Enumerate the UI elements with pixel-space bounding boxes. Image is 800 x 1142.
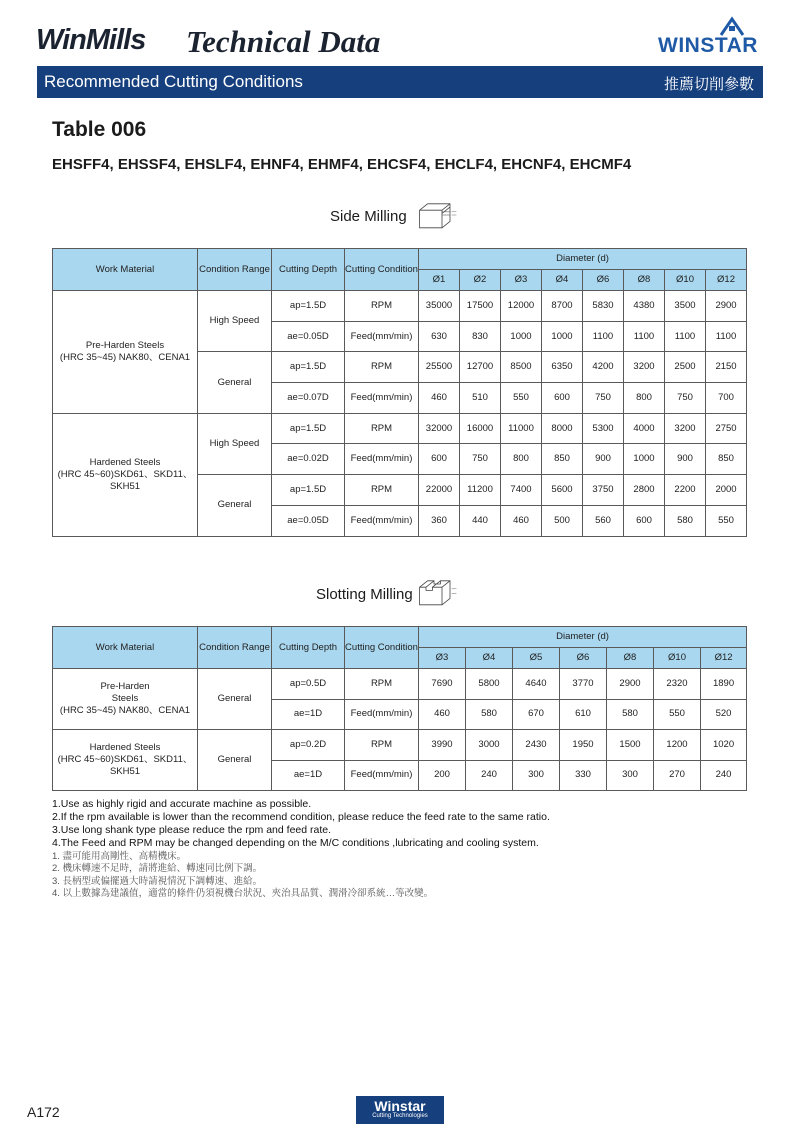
header-diameter-value: Ø4: [542, 270, 583, 291]
header-diameter-value: Ø6: [560, 648, 607, 669]
header-diameter-value: Ø3: [501, 270, 542, 291]
header-diameter-value: Ø6: [583, 270, 624, 291]
cutting-depth-cell: ae=0.05D: [272, 321, 345, 352]
note-line-chinese: 1. 盡可能用高剛性、高精機床。: [52, 851, 187, 862]
value-cell: 1000: [501, 321, 542, 352]
value-cell: 3990: [419, 730, 466, 761]
header-diameter: Diameter (d): [419, 249, 747, 270]
note-line-chinese: 2. 機床轉速不足時，請將進給、轉速同比例下調。: [52, 863, 263, 875]
document-title: Technical Data: [186, 24, 381, 59]
side-milling-diagram-icon: [418, 200, 458, 230]
value-cell: 3750: [583, 475, 624, 506]
value-cell: 670: [513, 699, 560, 730]
cutting-condition-cell: Feed(mm/min): [345, 444, 419, 475]
value-cell: 750: [583, 383, 624, 414]
value-cell: 5300: [583, 413, 624, 444]
slotting-milling-diagram-icon: [418, 577, 458, 607]
condition-range-cell: General: [198, 475, 272, 536]
value-cell: 4380: [624, 291, 665, 322]
value-cell: 850: [706, 444, 747, 475]
value-cell: 550: [501, 383, 542, 414]
cutting-condition-cell: Feed(mm/min): [345, 321, 419, 352]
cutting-depth-cell: ap=1.5D: [272, 291, 345, 322]
header-row: [53, 627, 747, 648]
value-cell: 630: [419, 321, 460, 352]
value-cell: 700: [706, 383, 747, 414]
value-cell: 1950: [560, 730, 607, 761]
header-cutting-condition: Cutting Condition: [345, 627, 419, 669]
work-material-line: (HRC 45~60)SKD61、SKD11、: [57, 468, 193, 480]
value-cell: 16000: [460, 413, 501, 444]
value-cell: 500: [542, 505, 583, 536]
note-line: 2.If the rpm available is lower than the recommend condition, please reduce the feed rate to the same ratio.: [52, 811, 550, 823]
banner-title: Recommended Cutting Conditions: [44, 72, 303, 91]
work-material-cell: [53, 669, 198, 730]
value-cell: 2800: [624, 475, 665, 506]
value-cell: 900: [583, 444, 624, 475]
value-cell: 2900: [607, 669, 654, 700]
value-cell: 580: [607, 699, 654, 730]
note-line-chinese: 3. 長柄型或偏擺過大時請視情況下調轉速、進給。: [52, 875, 263, 887]
header-diameter-value: Ø2: [460, 270, 501, 291]
cutting-depth-cell: ae=1D: [272, 760, 345, 791]
product-series: EHSFF4, EHSSF4, EHSLF4, EHNF4, EHMF4, EHCSF4, EHCLF4, EHCNF4, EHCMF4: [52, 156, 632, 173]
section-banner: [37, 66, 763, 98]
value-cell: 12000: [501, 291, 542, 322]
value-cell: 560: [583, 505, 624, 536]
value-cell: 3200: [624, 352, 665, 383]
value-cell: 850: [542, 444, 583, 475]
notes-chinese: [52, 851, 433, 901]
value-cell: 200: [419, 760, 466, 791]
value-cell: 2430: [513, 730, 560, 761]
value-cell: 6350: [542, 352, 583, 383]
cutting-condition-cell: RPM: [345, 730, 419, 761]
value-cell: 5800: [466, 669, 513, 700]
cutting-depth-cell: ap=1.5D: [272, 352, 345, 383]
value-cell: 7400: [501, 475, 542, 506]
winstar-logo: [654, 16, 766, 60]
condition-range-cell: High Speed: [198, 291, 272, 352]
value-cell: 8700: [542, 291, 583, 322]
value-cell: 330: [560, 760, 607, 791]
table-row: [53, 730, 747, 761]
cutting-depth-cell: ae=0.05D: [272, 505, 345, 536]
table-title: Table 006: [52, 118, 147, 141]
value-cell: 460: [419, 383, 460, 414]
work-material-line: Hardened Steels: [89, 456, 161, 468]
cutting-condition-cell: Feed(mm/min): [345, 760, 419, 791]
cutting-depth-cell: ae=1D: [272, 699, 345, 730]
footer-logo: [356, 1096, 444, 1124]
cutting-depth-cell: ae=0.02D: [272, 444, 345, 475]
cutting-depth-cell: ap=0.5D: [272, 669, 345, 700]
value-cell: 240: [466, 760, 513, 791]
header-diameter-value: Ø10: [665, 270, 706, 291]
value-cell: 3770: [560, 669, 607, 700]
header-diameter-value: Ø3: [419, 648, 466, 669]
value-cell: 1100: [583, 321, 624, 352]
header-cutting-condition: Cutting Condition: [345, 249, 419, 291]
value-cell: 800: [501, 444, 542, 475]
work-material-cell: [53, 291, 198, 414]
cutting-condition-cell: RPM: [345, 352, 419, 383]
header-condition-range: Condition Range: [198, 627, 272, 669]
header-diameter-value: Ø8: [624, 270, 665, 291]
header-diameter-value: Ø12: [701, 648, 747, 669]
header-diameter-value: Ø5: [513, 648, 560, 669]
value-cell: 11000: [501, 413, 542, 444]
work-material-line: (HRC 45~60)SKD61、SKD11、: [57, 754, 193, 765]
value-cell: 550: [654, 699, 701, 730]
side-milling-table: [52, 248, 747, 537]
value-cell: 3500: [665, 291, 706, 322]
work-material-cell: [53, 413, 198, 536]
note-line: 3.Use long shank type please reduce the rpm and feed rate.: [52, 824, 332, 836]
value-cell: 460: [419, 699, 466, 730]
value-cell: 35000: [419, 291, 460, 322]
value-cell: 600: [419, 444, 460, 475]
value-cell: 440: [460, 505, 501, 536]
footer-logo-text: Winstar: [374, 1098, 426, 1114]
value-cell: 2150: [706, 352, 747, 383]
value-cell: 1020: [701, 730, 747, 761]
value-cell: 270: [654, 760, 701, 791]
value-cell: 2000: [706, 475, 747, 506]
value-cell: 17500: [460, 291, 501, 322]
work-material-line: Hardened Steels: [89, 742, 161, 753]
condition-range-cell: General: [198, 352, 272, 413]
value-cell: 2200: [665, 475, 706, 506]
side-milling-title: Side Milling: [330, 208, 407, 225]
value-cell: 1200: [654, 730, 701, 761]
value-cell: 900: [665, 444, 706, 475]
value-cell: 800: [624, 383, 665, 414]
notes-english: [52, 798, 550, 850]
slotting-milling-title: Slotting Milling: [316, 586, 413, 603]
work-material-line: Pre-Harden Steels: [85, 339, 165, 351]
note-line-chinese: 4. 以上數據為建議值，適當的條件仍須視機台狀況、夾治具品質、潤滑冷卻系統…等改變。: [52, 888, 434, 900]
value-cell: 750: [460, 444, 501, 475]
header-cutting-depth: Cutting Depth: [272, 627, 345, 669]
value-cell: 1100: [665, 321, 706, 352]
work-material-line: Pre-Harden: [100, 681, 150, 692]
value-cell: 1100: [624, 321, 665, 352]
header-work-material: Work Material: [53, 249, 198, 291]
value-cell: 600: [542, 383, 583, 414]
value-cell: 7690: [419, 669, 466, 700]
value-cell: 4000: [624, 413, 665, 444]
value-cell: 8000: [542, 413, 583, 444]
value-cell: 1890: [701, 669, 747, 700]
header-row: [53, 249, 747, 270]
condition-range-cell: General: [198, 669, 272, 730]
header-cutting-depth: Cutting Depth: [272, 249, 345, 291]
banner-title-chinese: 推薦切削參數: [663, 76, 754, 93]
table-row: [53, 413, 747, 444]
cutting-condition-cell: Feed(mm/min): [345, 505, 419, 536]
value-cell: 830: [460, 321, 501, 352]
cutting-depth-cell: ap=1.5D: [272, 475, 345, 506]
header-work-material: Work Material: [53, 627, 198, 669]
header-diameter-value: Ø8: [607, 648, 654, 669]
value-cell: 2500: [665, 352, 706, 383]
value-cell: 610: [560, 699, 607, 730]
value-cell: 1500: [607, 730, 654, 761]
cutting-condition-cell: RPM: [345, 291, 419, 322]
cutting-condition-cell: RPM: [345, 413, 419, 444]
work-material-line: Steels: [111, 693, 139, 704]
value-cell: 4640: [513, 669, 560, 700]
value-cell: 12700: [460, 352, 501, 383]
table-row: [53, 669, 747, 700]
cutting-depth-cell: ae=0.07D: [272, 383, 345, 414]
brand-name: WinMills: [36, 24, 146, 56]
cutting-condition-cell: Feed(mm/min): [345, 383, 419, 414]
value-cell: 510: [460, 383, 501, 414]
value-cell: 460: [501, 505, 542, 536]
value-cell: 2750: [706, 413, 747, 444]
value-cell: 32000: [419, 413, 460, 444]
condition-range-cell: High Speed: [198, 413, 272, 474]
cutting-condition-cell: RPM: [345, 669, 419, 700]
header-diameter-value: Ø4: [466, 648, 513, 669]
work-material-line: SKH51: [109, 480, 141, 492]
value-cell: 580: [466, 699, 513, 730]
value-cell: 580: [665, 505, 706, 536]
value-cell: 1000: [542, 321, 583, 352]
value-cell: 1000: [624, 444, 665, 475]
value-cell: 750: [665, 383, 706, 414]
footer-logo-subtext: Cutting Technologies: [372, 1113, 428, 1119]
value-cell: 2900: [706, 291, 747, 322]
winstar-logo-text: WINSTAR: [658, 34, 758, 57]
page-number: A172: [27, 1104, 60, 1120]
work-material-cell: [53, 730, 198, 791]
work-material-line: (HRC 35~45) NAK80、CENA1: [59, 705, 191, 716]
header-diameter: Diameter (d): [419, 627, 747, 648]
header-diameter-value: Ø10: [654, 648, 701, 669]
value-cell: 25500: [419, 352, 460, 383]
value-cell: 2320: [654, 669, 701, 700]
header-diameter-value: Ø12: [706, 270, 747, 291]
header-diameter-value: Ø1: [419, 270, 460, 291]
table-row: [53, 291, 747, 322]
cutting-depth-cell: ap=0.2D: [272, 730, 345, 761]
work-material-line: (HRC 35~45) NAK80、CENA1: [59, 351, 191, 363]
value-cell: 3000: [466, 730, 513, 761]
condition-range-cell: General: [198, 730, 272, 791]
cutting-depth-cell: ap=1.5D: [272, 413, 345, 444]
cutting-condition-cell: RPM: [345, 475, 419, 506]
note-line: 1.Use as highly rigid and accurate machine as possible.: [52, 798, 312, 810]
value-cell: 520: [701, 699, 747, 730]
value-cell: 1100: [706, 321, 747, 352]
value-cell: 4200: [583, 352, 624, 383]
value-cell: 300: [513, 760, 560, 791]
value-cell: 5830: [583, 291, 624, 322]
header-condition-range: Condition Range: [198, 249, 272, 291]
value-cell: 360: [419, 505, 460, 536]
value-cell: 600: [624, 505, 665, 536]
value-cell: 5600: [542, 475, 583, 506]
value-cell: 550: [706, 505, 747, 536]
cutting-condition-cell: Feed(mm/min): [345, 699, 419, 730]
slotting-milling-table: [52, 626, 747, 791]
value-cell: 240: [701, 760, 747, 791]
value-cell: 3200: [665, 413, 706, 444]
note-line: 4.The Feed and RPM may be changed depending on the M/C conditions ,lubricating and cooling system.: [52, 837, 539, 849]
value-cell: 11200: [460, 475, 501, 506]
value-cell: 8500: [501, 352, 542, 383]
value-cell: 22000: [419, 475, 460, 506]
work-material-line: SKH51: [109, 766, 141, 777]
value-cell: 300: [607, 760, 654, 791]
